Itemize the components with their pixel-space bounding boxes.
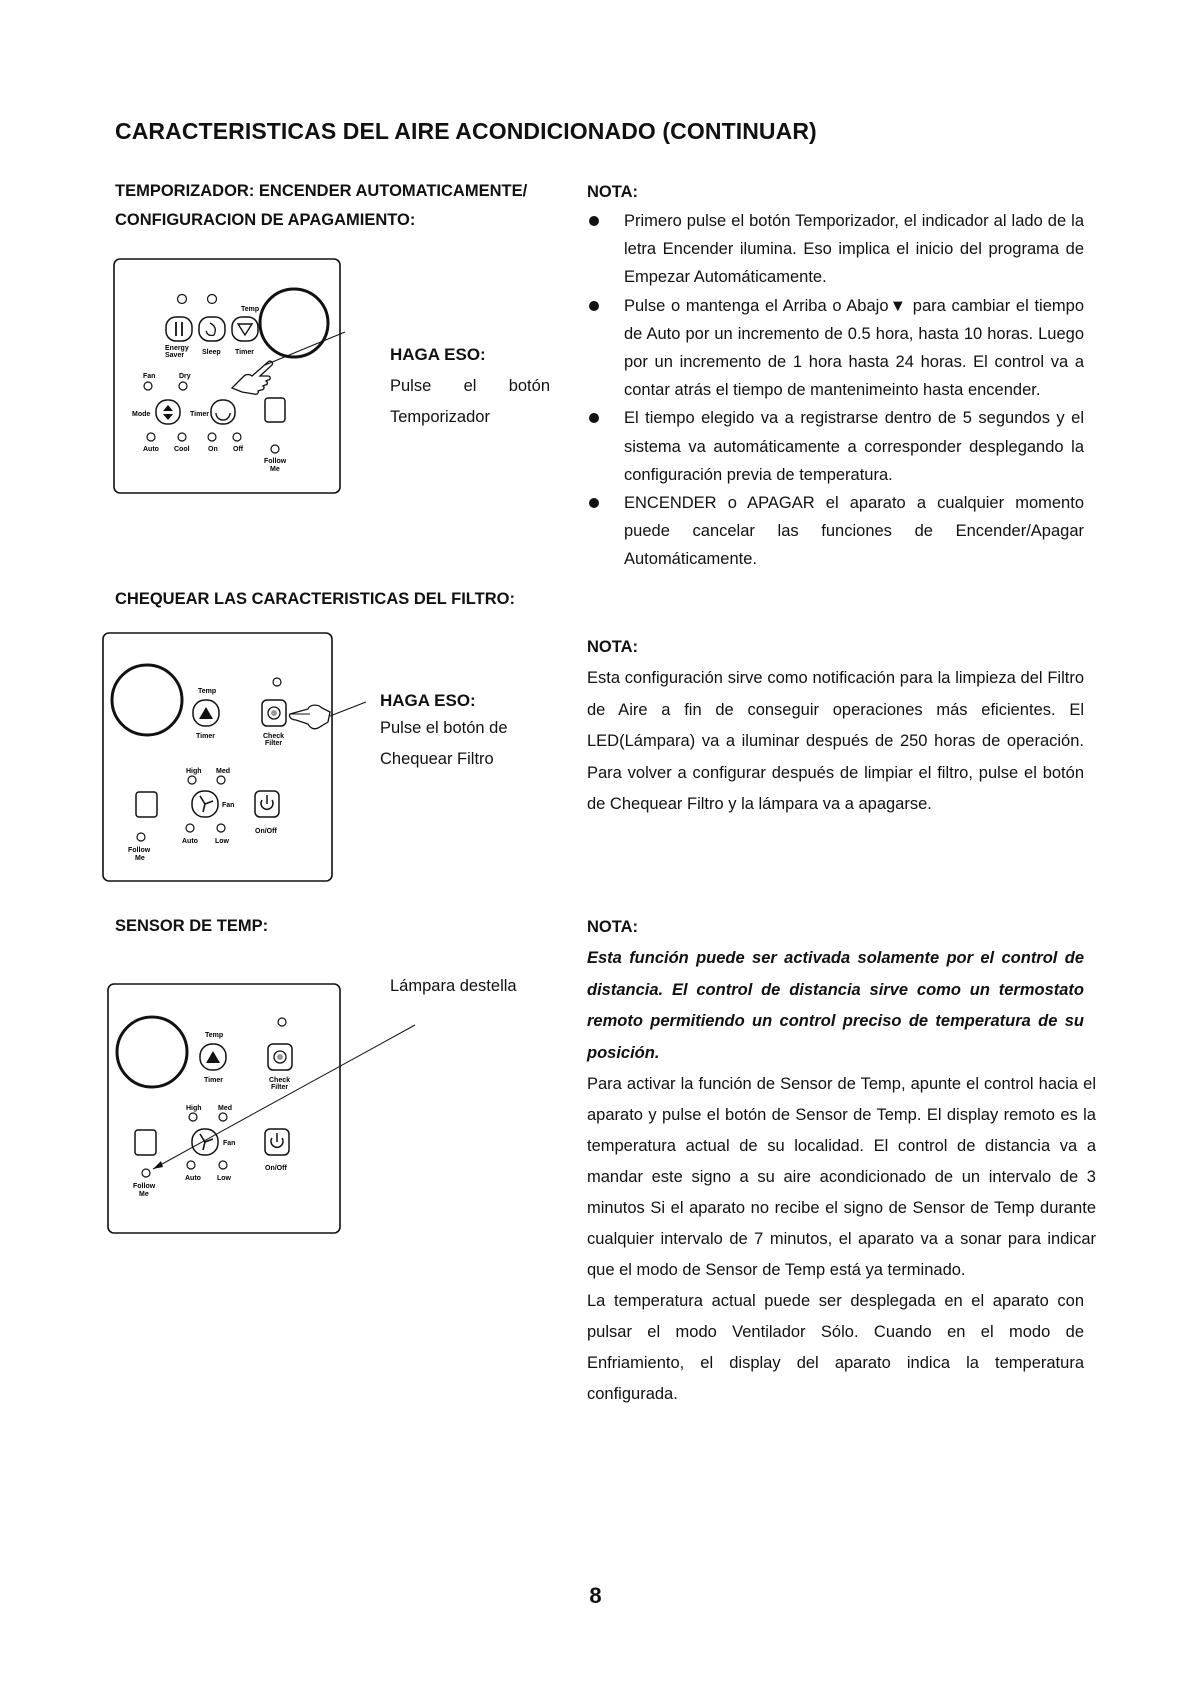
page-title: CARACTERISTICAS DEL AIRE ACONDICIONADO (CONTINUAR) (115, 118, 817, 144)
sensor-para1: Para activar la función de Sensor de Temp, apunte el control hacia el aparato y pulse el botón de Sensor de Temp. El display remoto es la temperatura actual de su localidad. El control de distancia va a mandar este signo a su aire acondicionado de un intervalo de 3 minutos Si el aparato no recibe el signo de Sensor de Temp durante cualquier intervalo de 7 minutos, el aparato va a sonar para indicar que el modo de Sensor de Temp está ya terminado. (587, 1075, 1096, 1279)
sensor-nota-label: NOTA: (587, 918, 639, 936)
callout-arrow-line (153, 1025, 415, 1169)
filter-led (273, 678, 281, 686)
sensor-heading: SENSOR DE TEMP: (115, 917, 269, 935)
fan-label: Fan (222, 802, 235, 809)
filter-haga-eso (380, 691, 550, 775)
haga-eso-title: HAGA ESO: (390, 345, 486, 364)
timer-label: Timer (204, 1077, 223, 1084)
callout-line (265, 332, 345, 365)
filter-nota-label: NOTA: (587, 638, 639, 656)
pointing-hand-icon (232, 361, 273, 394)
med-label: Med (218, 1105, 232, 1112)
pointing-hand-icon (289, 705, 330, 729)
energy-saver-button (166, 317, 192, 341)
me-label: Me (270, 466, 280, 473)
follow-me-button (135, 1130, 156, 1155)
high-label: High (186, 1105, 202, 1112)
check-label: Check (269, 1077, 291, 1084)
on-label: On (208, 446, 218, 453)
timer-down-button (232, 317, 258, 341)
timer-heading (115, 177, 527, 235)
arrow-down-icon (238, 324, 252, 335)
haga-eso-line1: Pulse el botón (390, 377, 550, 395)
sleep-label: Sleep (202, 349, 221, 356)
haga-eso-line2: Temporizador (390, 408, 490, 426)
med-label: Med (216, 768, 230, 775)
temp-label: Temp (198, 688, 217, 695)
filter-label: Filter (265, 740, 283, 747)
follow-label: Follow (128, 847, 151, 854)
arrow-up-icon (199, 707, 213, 719)
timer-notes-list (587, 207, 1084, 574)
filter-heading: CHEQUEAR LAS CARACTERISTICAS DEL FILTRO: (115, 590, 515, 608)
high-label: High (186, 768, 202, 775)
led-indicator (208, 295, 217, 304)
display-circle (117, 1017, 187, 1087)
page-number: 8 (589, 1583, 602, 1608)
led-indicator (178, 295, 187, 304)
timer-label: Timer (235, 349, 254, 356)
follow-me-button (265, 398, 285, 422)
timer-heading-line2: CONFIGURACION DE APAGAMIENTO: (115, 211, 416, 229)
fan-label: Fan (143, 373, 156, 380)
follow-me-led (142, 1169, 150, 1177)
onoff-label: On/Off (255, 828, 277, 835)
filter-label: Filter (271, 1084, 289, 1091)
cool-label: Cool (174, 446, 190, 453)
low-label: Low (217, 1175, 231, 1182)
timer-heading-line1: TEMPORIZADOR: ENCENDER AUTOMATICAMENTE/ (115, 182, 528, 200)
filter-control-panel-diagram (100, 630, 390, 885)
mode-button (156, 400, 180, 424)
follow-me-button (136, 792, 157, 817)
low-label: Low (215, 838, 229, 845)
haga-eso-title: HAGA ESO: (380, 691, 476, 710)
timer-label: Timer (196, 733, 215, 740)
filter-nota-text: Esta configuración sirve como notificación para la limpieza del Filtro de Aire a fin de conseguir operaciones más eficientes. El LED(Lámpara) va a iluminar después de 250 horas de operación. Para volver a configurar después de limpiar el filtro, pulse el botón de Chequear Filtro y la lámpara va a apagarse. (587, 669, 1084, 813)
callout-line (330, 702, 366, 716)
display-circle (260, 289, 328, 357)
sensor-control-panel-diagram (105, 975, 425, 1240)
auto-label: Auto (143, 446, 159, 453)
timer-haga-eso (390, 345, 550, 433)
check-label: Check (263, 733, 285, 740)
follow-label: Follow (133, 1183, 156, 1190)
sensor-nota-italic: Esta función puede ser activada solamente por el control de distancia. El control de distancia sirve como un termostato remoto permitiendo un control preciso de temperatura de su posición. (587, 949, 1084, 1062)
display-circle (112, 665, 182, 735)
me-label: Me (139, 1191, 149, 1198)
sensor-para2: La temperatura actual puede ser desplegada en el aparato con pulsar el modo Ventilador Sólo. Cuando en el modo de Enfriamiento, el display del aparato indica la temperatura configurada. (587, 1292, 1084, 1403)
power-icon (261, 795, 273, 809)
temp-label: Temp (205, 1032, 224, 1039)
timer-note-item: Pulse o mantenga el Arriba o Abajo▼ para cambiar el tiempo de Auto por un incremento de 0.5 hora, hasta 10 horas. Luego por un incremento de 1 hora hasta 24 horas. El control va a contar atrás el tiempo de mantenimeinto hasta encender. (587, 292, 1084, 405)
sleep-button (199, 317, 225, 341)
timer-control-panel-diagram (110, 255, 410, 497)
fan-icon (200, 796, 213, 812)
power-arc-icon (216, 413, 230, 420)
moon-icon (206, 323, 215, 336)
saver-label: Saver (165, 352, 185, 359)
follow-label: Follow (264, 458, 287, 465)
timer-nota-label: NOTA: (587, 183, 639, 201)
dry-label: Dry (179, 373, 191, 380)
energy-label: Energy (165, 345, 189, 352)
me-label: Me (135, 855, 145, 862)
auto-label: Auto (185, 1175, 201, 1182)
mode-label: Mode (132, 411, 151, 418)
sensor-body (587, 1069, 1096, 1410)
arrow-up-icon (206, 1051, 220, 1063)
timer-note-item: ENCENDER o APAGAR el aparato a cualquier momento puede cancelar las funciones de Encender/Apagar Automáticamente. (587, 489, 1084, 574)
lamp-label: Lámpara destella (390, 977, 517, 995)
onoff-label: On/Off (265, 1165, 287, 1172)
auto-label: Auto (182, 838, 198, 845)
filter-led (278, 1018, 286, 1026)
up-down-arrows-icon (163, 405, 173, 420)
timer-note-item: Primero pulse el botón Temporizador, el indicador al lado de la letra Encender ilumina. Eso implica el inicio del programa de Empezar Automáticamente. (587, 207, 1084, 292)
temp-label: Temp (241, 306, 260, 313)
haga-eso-line1: Pulse el botón de (380, 719, 508, 737)
arrowhead-icon (153, 1161, 163, 1169)
haga-eso-line2: Chequear Filtro (380, 750, 494, 768)
fan-label: Fan (223, 1140, 236, 1147)
timer-note-item: El tiempo elegido va a registrarse dentro de 5 segundos y el sistema va automáticamente a corresponder desplegando la configuración previa de temperatura. (587, 404, 1084, 489)
timer2-label: Timer (190, 411, 209, 418)
off-label: Off (233, 446, 244, 453)
power-icon (271, 1133, 283, 1147)
